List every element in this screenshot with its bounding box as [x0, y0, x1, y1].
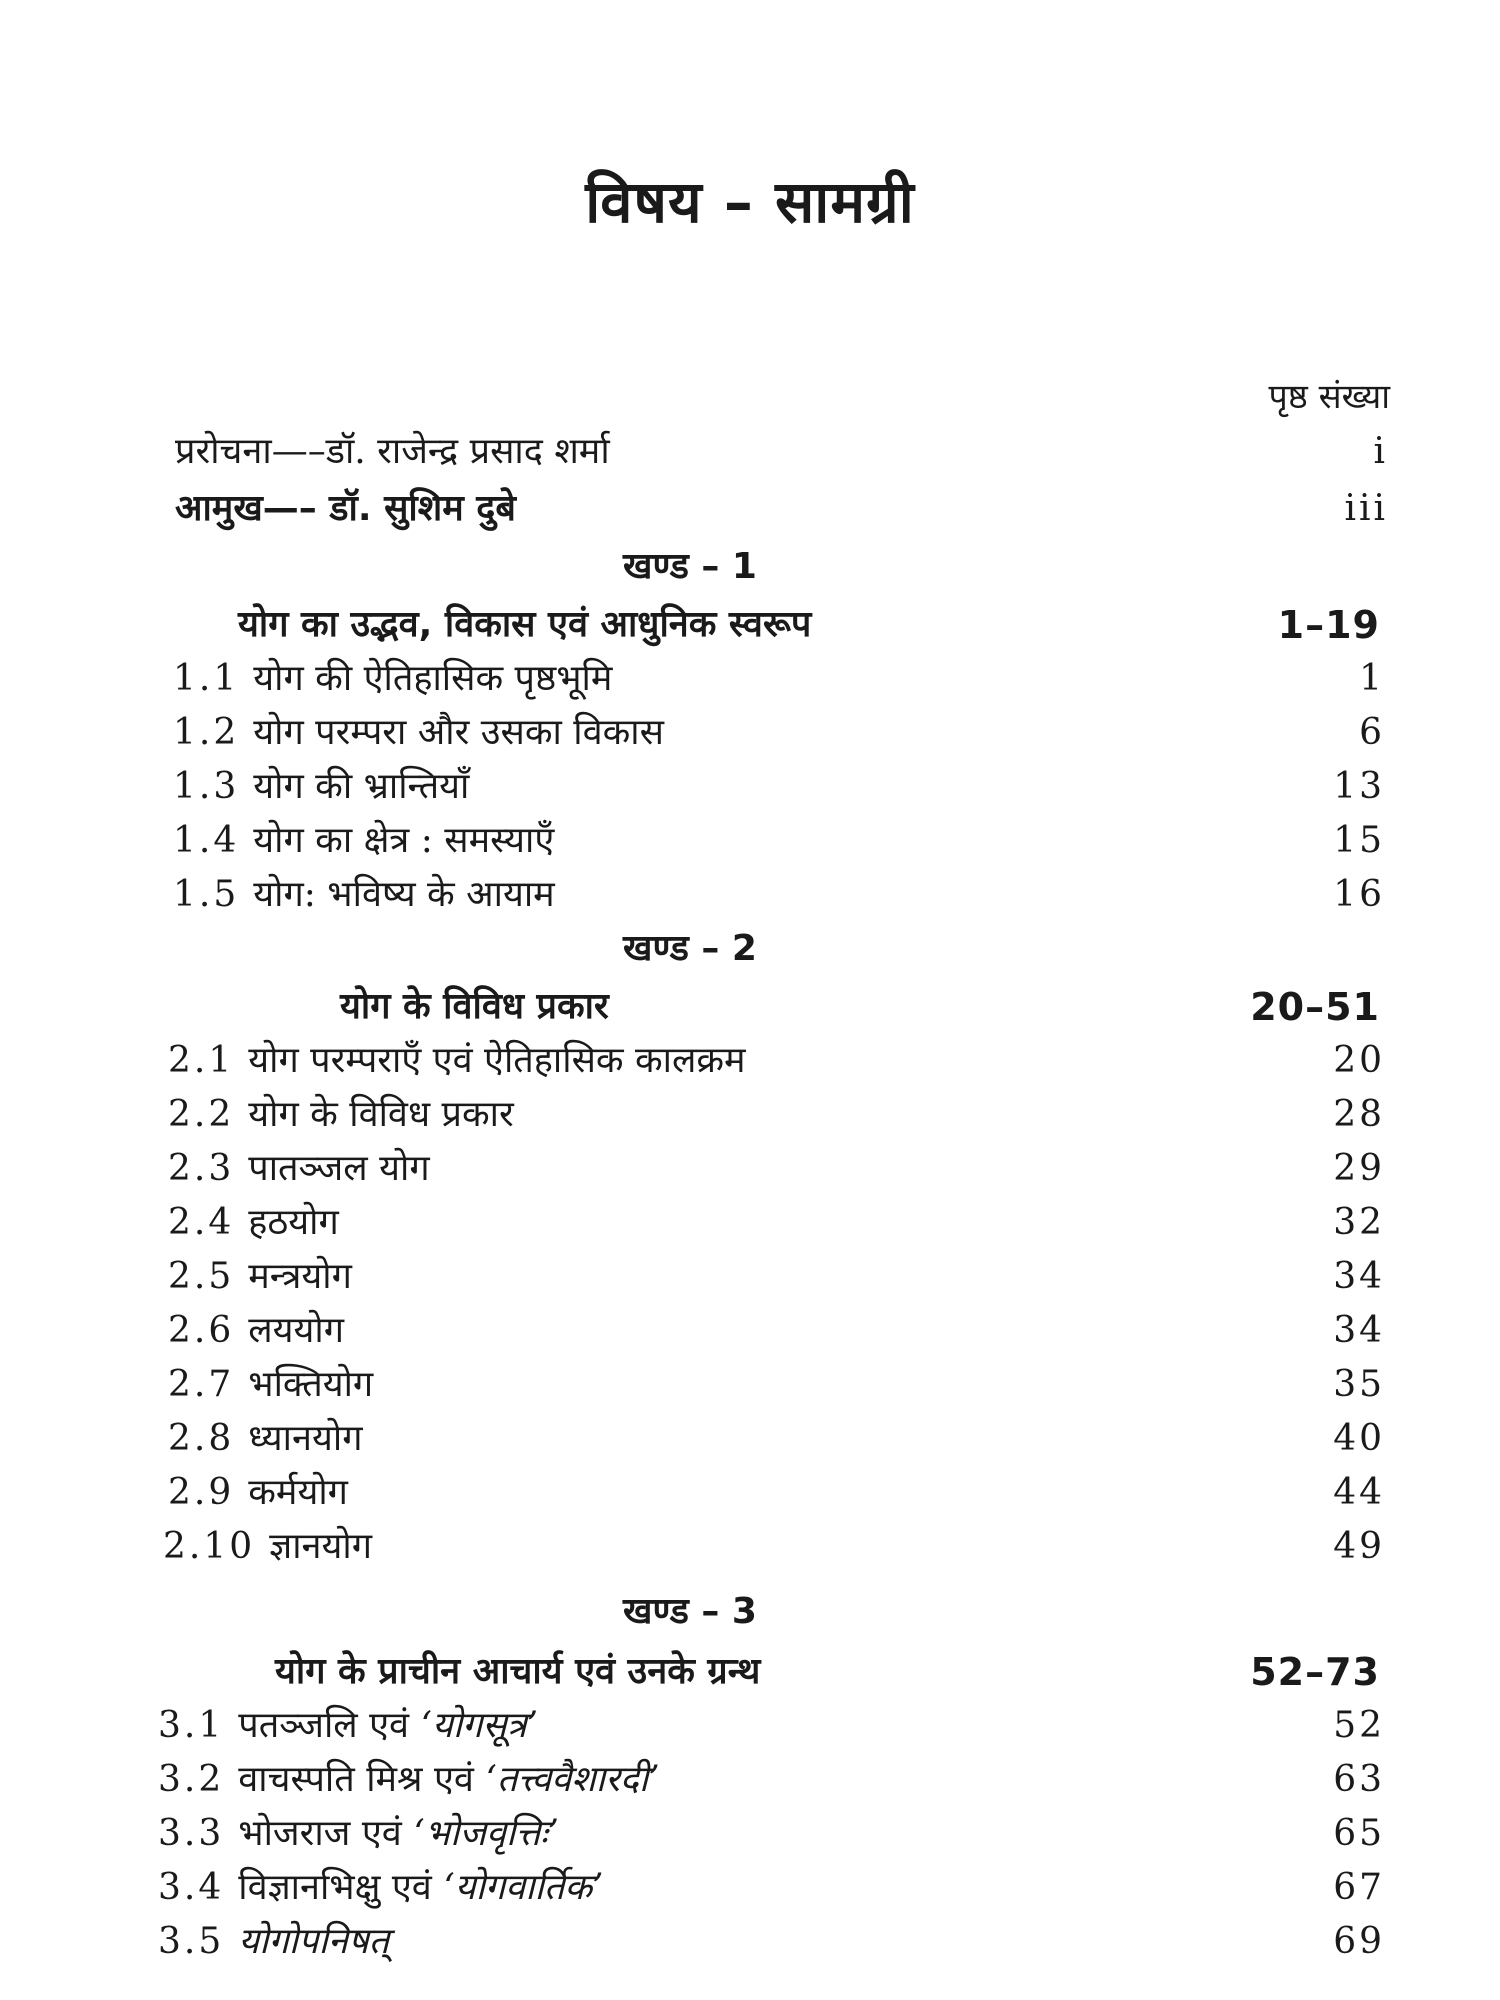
section-label: खण्ड – 2	[623, 928, 757, 969]
toc-row[interactable]	[0, 1412, 1500, 1466]
toc-page-number: 34	[1333, 1256, 1385, 1297]
toc-entry-number: 2.9	[168, 1472, 235, 1513]
toc-entry-number: 2.10	[163, 1526, 256, 1567]
toc-row[interactable]	[0, 1699, 1500, 1753]
toc-row[interactable]	[0, 1466, 1500, 1520]
toc-page-number: iii	[1344, 488, 1388, 529]
toc-entry-number: 2.1	[168, 1040, 235, 1081]
toc-entry-label: पतञ्जलि एवं	[238, 1705, 410, 1746]
toc-entry-label: आमुख—– डॉ. सुशिम दुबे	[175, 488, 516, 529]
toc-entry-label: योग की भ्रान्तियाँ	[253, 766, 470, 807]
toc-page-number: 20	[1333, 1040, 1385, 1081]
toc-page-number: 32	[1333, 1202, 1385, 1243]
toc-row[interactable]	[0, 1196, 1500, 1250]
toc-row[interactable]	[0, 1034, 1500, 1088]
toc-entry-label: योग परम्परा और उसका विकास	[253, 712, 664, 753]
toc-page-number: 13	[1333, 766, 1385, 807]
toc-entry-work-title: योगोपनिषत्	[238, 1921, 390, 1962]
toc-entry-work-title: ‘योगसूत्र’	[420, 1705, 539, 1746]
section-page-range: 52–73	[1250, 1650, 1380, 1694]
toc-entry-label: लययोग	[248, 1310, 345, 1351]
section-heading: योग के विविध प्रकार	[340, 986, 609, 1027]
toc-entry-label: योग के विविध प्रकार	[248, 1094, 514, 1135]
toc-page-number: 44	[1333, 1472, 1385, 1513]
toc-entry-label: भक्तियोग	[248, 1364, 374, 1405]
section-label: खण्ड – 3	[623, 1591, 757, 1632]
section-heading: योग का उद्भव, विकास एवं आधुनिक स्वरूप	[238, 604, 812, 645]
toc-entry-number: 2.7	[168, 1364, 235, 1405]
toc-page-number: 65	[1333, 1813, 1385, 1854]
toc-entry-label: योग परम्पराएँ एवं ऐतिहासिक कालक्रम	[248, 1040, 746, 1081]
toc-row[interactable]	[0, 814, 1500, 868]
section-heading: योग के प्राचीन आचार्य एवं उनके ग्रन्थ	[275, 1651, 761, 1692]
toc-page-number: 49	[1333, 1526, 1385, 1567]
toc-entry-label: योग का क्षेत्र : समस्याएँ	[253, 820, 555, 861]
toc-entry-number: 2.2	[168, 1094, 235, 1135]
toc-entry-label: हठयोग	[248, 1202, 339, 1243]
section-heading-row[interactable]	[0, 980, 1500, 1034]
toc-entry-number: 2.3	[168, 1148, 235, 1189]
toc-row[interactable]	[0, 706, 1500, 760]
toc-entry-number: 1.4	[173, 820, 240, 861]
toc-entry-number: 3.3	[158, 1813, 225, 1854]
toc-row[interactable]	[0, 1142, 1500, 1196]
toc-row[interactable]	[0, 1753, 1500, 1807]
toc-entry-label: योग की ऐतिहासिक पृष्ठभूमि	[253, 658, 613, 699]
toc-page-number: 16	[1333, 874, 1385, 915]
toc-row-front[interactable]	[0, 425, 1500, 479]
toc-page-number: 63	[1333, 1759, 1385, 1800]
toc-entry-number: 1.1	[173, 658, 240, 699]
section-page-range: 1–19	[1277, 603, 1380, 647]
toc-entry-number: 3.4	[158, 1867, 225, 1908]
toc-page-number: 29	[1333, 1148, 1385, 1189]
toc-row[interactable]	[0, 868, 1500, 922]
section-heading-row[interactable]	[0, 1645, 1500, 1699]
toc-row[interactable]	[0, 1088, 1500, 1142]
toc-entry-label: वाचस्पति मिश्र एवं	[238, 1759, 474, 1800]
page-number-header: पृष्ठ संख्या	[1268, 377, 1390, 417]
toc-row[interactable]	[0, 760, 1500, 814]
toc-entry-label: ज्ञानयोग	[269, 1526, 373, 1567]
toc-page-number: 67	[1333, 1867, 1385, 1908]
toc-entry-label: भोजराज एवं	[238, 1813, 402, 1854]
toc-page-number: i	[1373, 431, 1388, 472]
section-label: खण्ड – 1	[623, 546, 757, 587]
toc-page-number: 1	[1359, 658, 1385, 699]
toc-entry-number: 1.3	[173, 766, 240, 807]
toc-row[interactable]	[0, 1861, 1500, 1915]
toc-entry-number: 2.6	[168, 1310, 235, 1351]
toc-entry-label: कर्मयोग	[248, 1472, 348, 1513]
toc-page-number: 35	[1333, 1364, 1385, 1405]
toc-entry-label: पातञ्जल योग	[248, 1148, 430, 1189]
page-title: विषय – सामग्री	[585, 168, 915, 236]
toc-entry-number: 1.5	[173, 874, 240, 915]
toc-page-number: 6	[1359, 712, 1385, 753]
toc-row[interactable]	[0, 1250, 1500, 1304]
toc-entry-label: विज्ञानभिक्षु एवं	[238, 1867, 432, 1908]
toc-page-number: 34	[1333, 1310, 1385, 1351]
toc-row[interactable]	[0, 1807, 1500, 1861]
toc-entry-work-title: ‘तत्त्ववैशारदी’	[485, 1759, 660, 1800]
toc-page-number: 52	[1333, 1705, 1385, 1746]
toc-entry-label: योग: भविष्य के आयाम	[253, 874, 555, 915]
toc-row-front[interactable]	[0, 482, 1500, 536]
toc-page-number: 28	[1333, 1094, 1385, 1135]
section-page-range: 20–51	[1250, 985, 1380, 1029]
toc-entry-label: ध्यानयोग	[248, 1418, 363, 1459]
toc-row[interactable]	[0, 1915, 1500, 1969]
toc-row[interactable]	[0, 1520, 1500, 1574]
toc-page-number: 69	[1333, 1921, 1385, 1962]
toc-entry-work-title: ‘भोजवृत्तिः’	[413, 1813, 559, 1854]
toc-row[interactable]	[0, 1358, 1500, 1412]
toc-entry-work-title: ‘योगवार्तिक’	[443, 1867, 604, 1908]
toc-page-number: 15	[1333, 820, 1385, 861]
toc-row[interactable]	[0, 1304, 1500, 1358]
toc-entry-number: 3.2	[158, 1759, 225, 1800]
toc-entry-number: 2.8	[168, 1418, 235, 1459]
toc-entry-number: 2.5	[168, 1256, 235, 1297]
toc-entry-number: 2.4	[168, 1202, 235, 1243]
toc-entry-number: 3.5	[158, 1921, 225, 1962]
toc-entry-number: 1.2	[173, 712, 240, 753]
toc-entry-label: मन्त्रयोग	[248, 1256, 352, 1297]
section-heading-row[interactable]	[0, 598, 1500, 652]
toc-entry-number: 3.1	[158, 1705, 225, 1746]
toc-page-number: 40	[1333, 1418, 1385, 1459]
toc-row[interactable]	[0, 652, 1500, 706]
toc-entry-label: प्ररोचना—–डॉ. राजेन्द्र प्रसाद शर्मा	[175, 431, 610, 472]
